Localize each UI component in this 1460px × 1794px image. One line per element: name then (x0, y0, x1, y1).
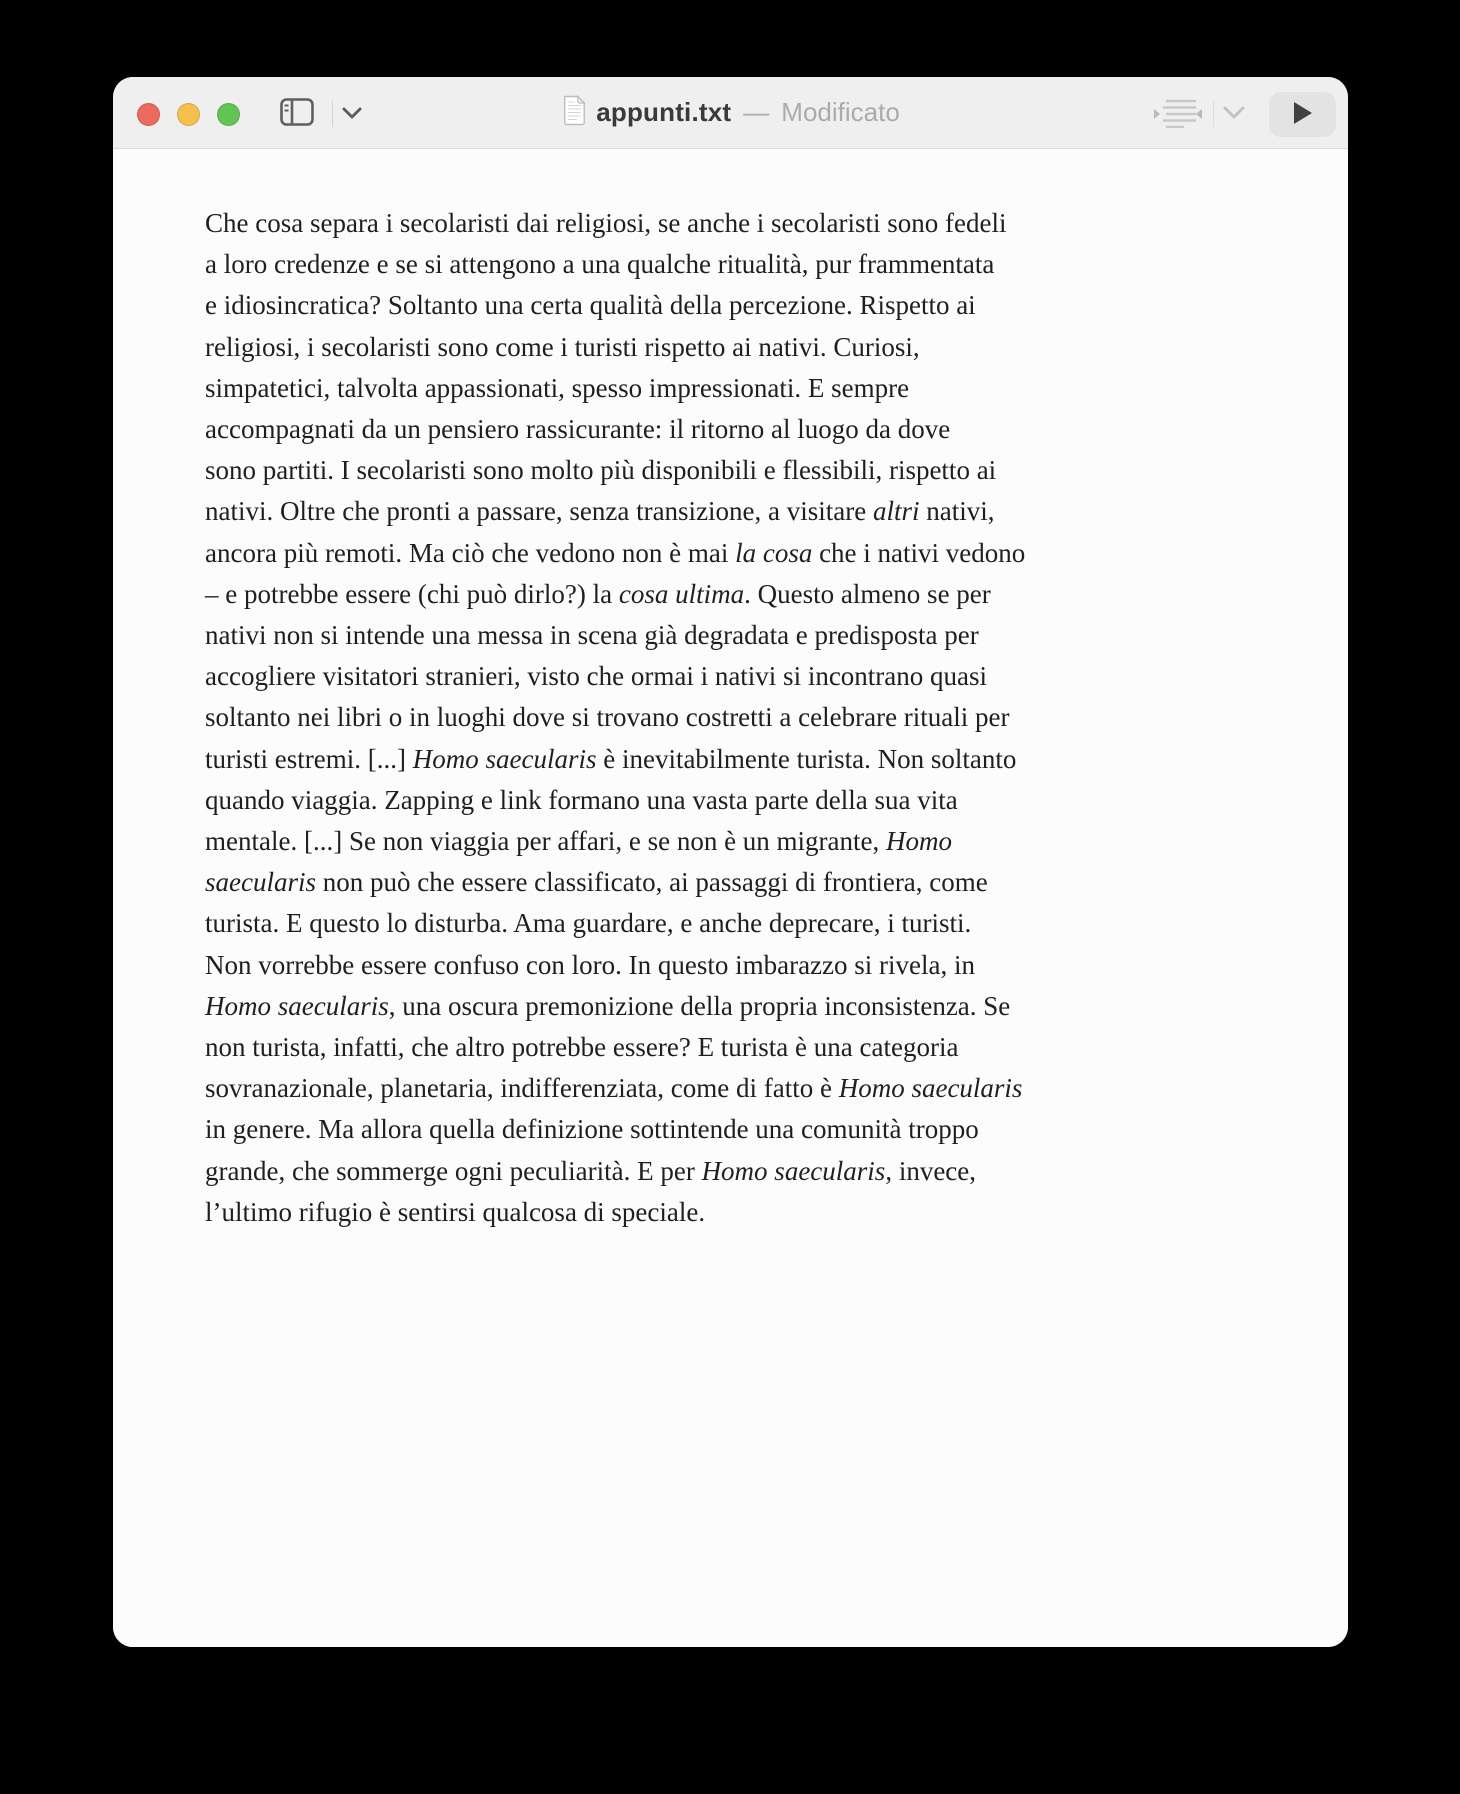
document-icon[interactable] (561, 95, 586, 131)
text-line: grande, che sommerge ogni peculiarità. E per Homo saecularis, invece, (205, 1155, 977, 1186)
text-line: simpatetici, talvolta appassionati, spesso impressionati. E sempre (205, 372, 910, 403)
text-line: soltanto nei libri o in luoghi dove si trovano costretti a celebrare rituali per (205, 702, 1010, 733)
window-title: appunti.txt (596, 97, 732, 127)
document-menu-button[interactable] (340, 107, 364, 121)
text-line: a loro credenze e se si attengono a una qualche ritualità, pur frammentata (205, 249, 995, 280)
text-line: Non vorrebbe essere confuso con loro. In questo imbarazzo si rivela, in (205, 949, 976, 980)
modified-status: Modificato (781, 97, 900, 127)
text-line: non turista, infatti, che altro potrebbe essere? E turista è una categoria (205, 1032, 959, 1063)
chevron-down-icon (342, 107, 362, 122)
titlebar (113, 77, 1348, 149)
text-line: ancora più remoti. Ma ciò che vedono non è mai la cosa che i nativi vedono (205, 537, 1026, 568)
text-line: religiosi, i secolaristi sono come i turisti rispetto ai nativi. Curiosi, (205, 331, 920, 362)
text-line: turista. E questo lo disturba. Ama guardare, e anche deprecare, i turisti. (205, 908, 972, 939)
title-separator: — (743, 97, 770, 127)
text-line: sovranazionale, planetaria, indifferenziata, come di fatto è Homo saecularis (205, 1073, 1023, 1104)
sidebar-toggle-button[interactable] (279, 98, 315, 128)
text-line: mentale. [...] Se non viaggia per affari, e se non è un migrante, Homo (205, 826, 953, 857)
sidebar-toggle-icon (280, 98, 314, 129)
zoom-button[interactable] (217, 103, 240, 126)
play-icon (1293, 101, 1313, 128)
text-line: accogliere visitatori stranieri, visto che ormai i nativi si incontrano quasi (205, 661, 988, 692)
minimize-button[interactable] (177, 103, 200, 126)
chevron-down-icon (1223, 106, 1245, 122)
line-margins-icon (1154, 98, 1202, 131)
text-line: e idiosincratica? Soltanto una certa qualità della percezione. Rispetto ai (205, 290, 976, 321)
app-window (113, 77, 1348, 1647)
play-button[interactable] (1269, 92, 1336, 137)
text-line: sono partiti. I secolaristi sono molto più disponibili e flessibili, rispetto ai (205, 455, 997, 486)
toolbar-overflow-button[interactable] (1221, 107, 1247, 121)
text-line: nativi non si intende una messa in scena già degradata e predisposta per (205, 620, 979, 651)
document-proxy (561, 77, 900, 148)
close-button[interactable] (137, 103, 160, 126)
text-line: accompagnati da un pensiero rassicurante: il ritorno al luogo da dove (205, 414, 951, 445)
text-body (205, 203, 1348, 1233)
text-editor[interactable] (113, 149, 1348, 1647)
text-line: Che cosa separa i secolaristi dai religiosi, se anche i secolaristi sono fedeli (205, 208, 1007, 238)
text-line: quando viaggia. Zapping e link formano una vasta parte della sua vita (205, 784, 958, 815)
text-line: l’ultimo rifugio è sentirsi qualcosa di speciale. (205, 1196, 706, 1227)
text-line: in genere. Ma allora quella definizione sottintende una comunità troppo (205, 1114, 979, 1145)
text-line: turisti estremi. [...] Homo saecularis è inevitabilmente turista. Non soltanto (205, 743, 1017, 774)
text-line: nativi. Oltre che pronti a passare, senza transizione, a visitare altri nativi, (205, 496, 995, 527)
text-line: saecularis non può che essere classificato, ai passaggi di frontiera, come (205, 867, 988, 898)
titlebar-divider (332, 101, 333, 127)
toolbar-divider (1213, 101, 1214, 127)
text-line: – e potrebbe essere (chi può dirlo?) la cosa ultima. Questo almeno se per (205, 578, 991, 609)
text-line: Homo saecularis, una oscura premonizione della propria inconsistenza. Se (205, 990, 1011, 1021)
line-margins-button[interactable] (1153, 97, 1203, 131)
